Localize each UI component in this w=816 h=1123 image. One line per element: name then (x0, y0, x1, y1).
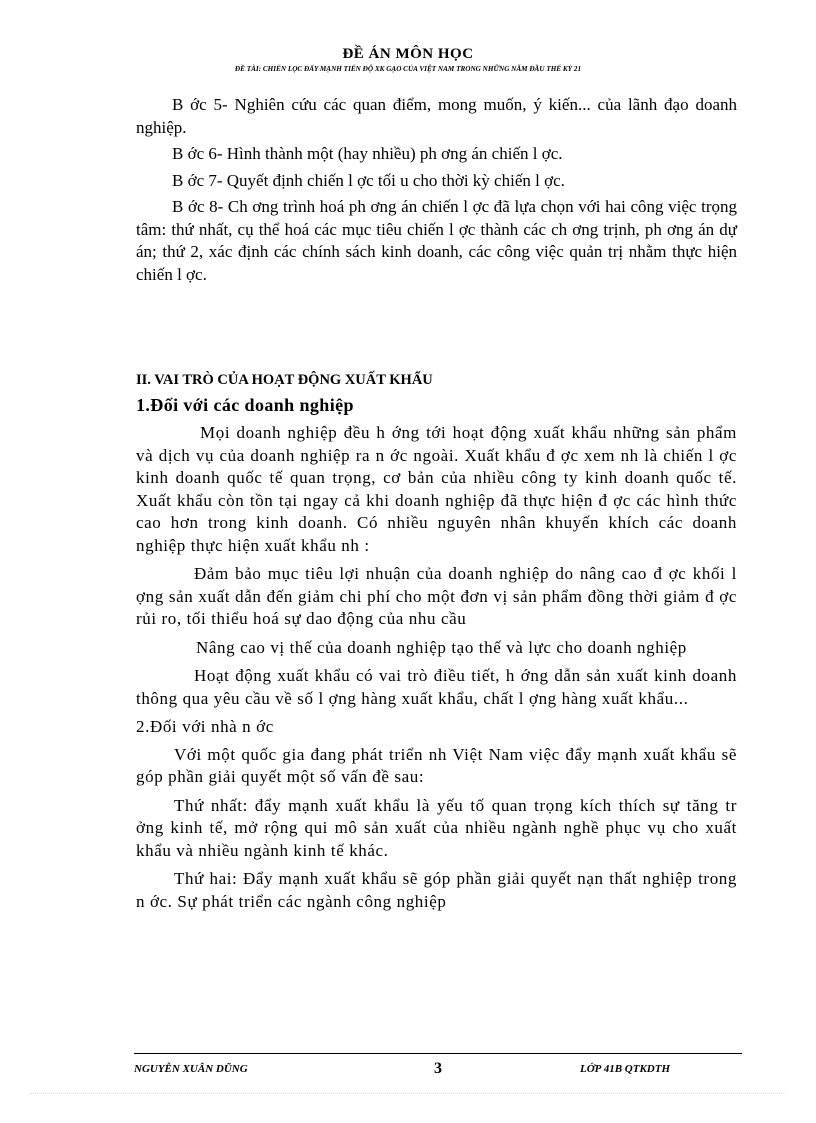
paragraph-regulation: Hoạt động xuất khẩu có vai trò điều tiết, h ớng dẫn sản xuất kinh doanh thông qua yêu cầu về số l ợng hàng xuất khẩu, chất l ợng hàng xuất khẩu... (136, 666, 737, 708)
bottom-dotted-rule (30, 1093, 786, 1094)
section-heading: II. VAI TRÒ CỦA HOẠT ĐỘNG XUẤT KHẨU (136, 372, 433, 388)
footer-class: LỚP 41B QTKDTH (580, 1063, 671, 1075)
step-7-paragraph: B ớc 7- Quyết định chiến l ợc tối u cho thời kỳ chiến l ợc. (172, 170, 565, 190)
paragraph-position: Nâng cao vị thế của doanh nghiệp tạo thế và lực cho doanh nghiệp (196, 637, 687, 657)
paragraph-second: Thứ hai: Đẩy mạnh xuất khẩu sẽ góp phần giải quyết nạn thất nghiệp trong n ớc. Sự phát triển các ngành công nghiệp (136, 869, 737, 911)
step-5-paragraph: B ớc 5- Nghiên cứu các quan điểm, mong muốn, ý kiến... của lãnh đạo doanh nghiệp. (136, 95, 737, 137)
page-header-title: ĐỀ ÁN MÔN HỌC (342, 46, 474, 62)
steps-block (136, 94, 737, 290)
paragraph-enterprises-intro: Mọi doanh nghiệp đều h ớng tới hoạt động xuất khẩu những sản phẩm và dịch vụ của doanh nghiệp ra n ớc ngoài. Xuất khẩu đ ợc xem nh là chiến l ợc kinh doanh quốc tế quan trọng, cơ bản của nhiều công ty kinh doanh quốc tế. Xuất khẩu còn tồn tại ngay cả khi doanh nghiệp đã thực hiện đ ợc các hình thức cao hơn trong kinh doanh. Có nhiều nguyên nhân khuyến khích các doanh nghiệp thực hiện xuất khẩu nh : (136, 423, 737, 555)
paragraph-state-intro: Với một quốc gia đang phát triển nh Việt Nam việc đẩy mạnh xuất khẩu sẽ góp phần giải quyết một số vấn đề sau: (136, 744, 737, 786)
paragraph-profit: Đảm bảo mục tiêu lợi nhuận của doanh nghiệp do nâng cao đ ợc khối l ợng sản xuất dẫn đến giảm chi phí cho một đơn vị sản phẩm đồng thời giảm đ ợc rủi ro, tối thiểu hoá sự dao động của nhu cầu (136, 564, 737, 628)
step-8-paragraph: B ớc 8- Ch ơng trình hoá ph ơng án chiến l ợc đã lựa chọn với hai công việc trọng tâm: thứ nhất, cụ thể hoá các mục tiêu chiến l ợc thành các ch ơng trịnh, ph ơng án dự án; thứ 2, xác định các chính sách kinh doanh, các công việc quản trị nhằm thực hiện chiến l ợc. (136, 197, 737, 284)
subsection-heading-enterprises: 1.Đối với các doanh nghiệp (136, 395, 354, 415)
footer-author: NGUYỄN XUÂN DŨNG (134, 1063, 248, 1075)
step-6-paragraph: B ớc 6- Hình thành một (hay nhiều) ph ơng án chiến l ợc. (172, 144, 563, 163)
subsection-heading-state: 2.Đối với nhà n ớc (136, 717, 274, 736)
page-number: 3 (434, 1060, 442, 1077)
paragraph-first: Thứ nhất: đẩy mạnh xuất khẩu là yếu tố quan trọng kích thích sự tăng tr ởng kinh tế, mở rộng qui mô sản xuất của nhiều ngành nghề phục vụ cho xuất khẩu và nhiều ngành kinh tế khác. (136, 795, 737, 860)
section-body (136, 422, 737, 919)
page-header-subtitle: ĐỀ TÀI: CHIẾN LỌC ĐẨY MẠNH TIẾN ĐỘ XK GẠO CỦA VIỆT NAM TRONG NHỮNG NĂM ĐẦU THẾ KỶ 21 (234, 65, 582, 73)
footer-divider (134, 1053, 742, 1054)
